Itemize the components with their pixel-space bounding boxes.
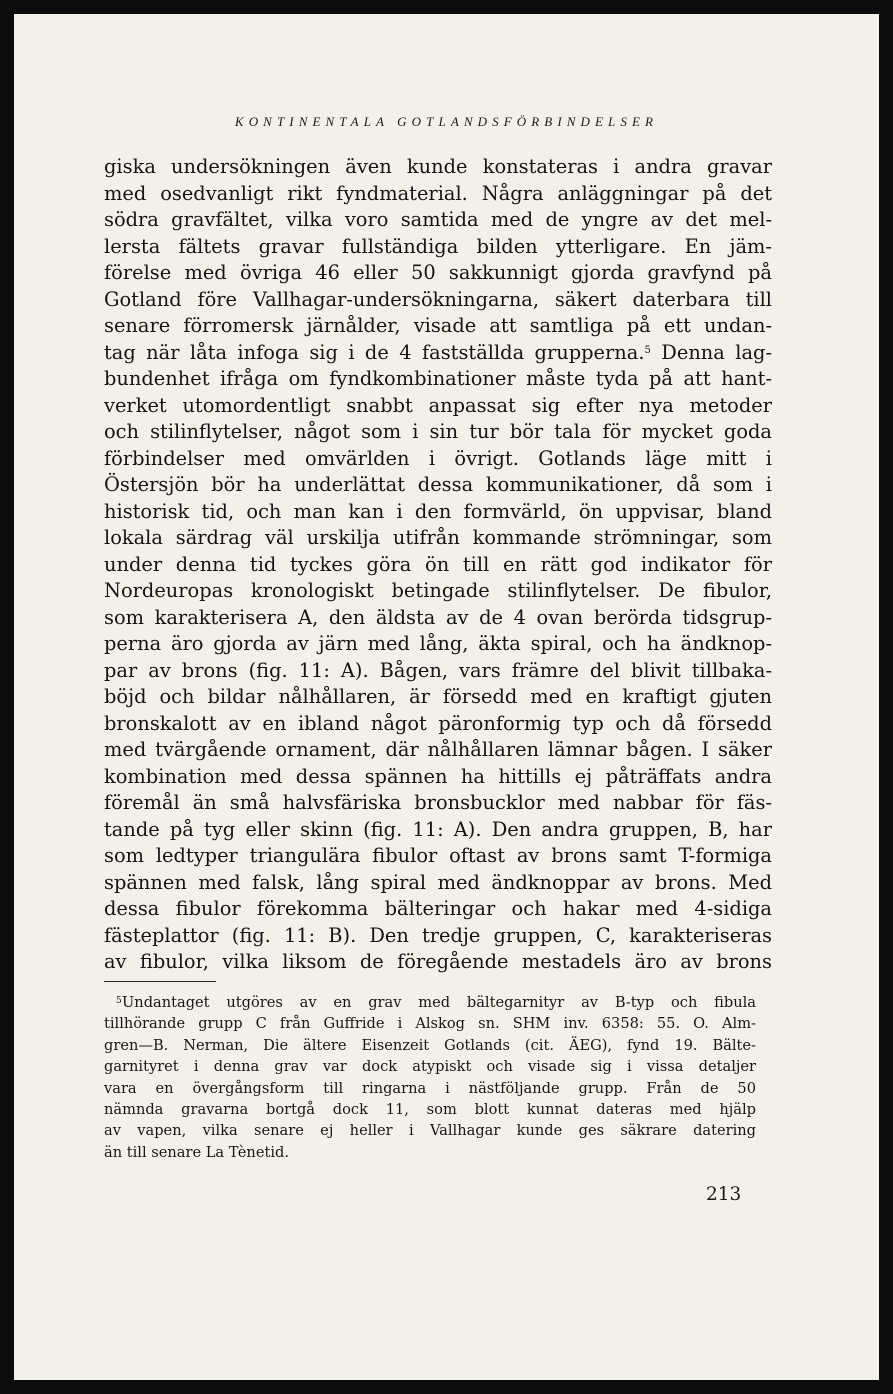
footnote-rule [104,981,216,982]
page-number: 213 [706,1184,742,1205]
body-line: bundenhet ifråga om fyndkombinationer måste tyda på att hant- [104,367,772,390]
body-line: föremål än små halvsfäriska bronsbucklor med nabbar för fäs- [104,791,772,814]
body-line-text: tag när låta infoga sig i de 4 fastställda grupperna. [104,340,645,364]
body-line: böjd och bildar nålhållaren, är försedd med en kraftigt gjuten [104,685,772,708]
body-line: Östersjön bör ha underlättat dessa kommunikationer, då som i [104,473,772,496]
footnote-marker: 5 [116,996,122,1006]
body-line: verket utomordentligt snabbt anpassat sig efter nya metoder [104,393,772,417]
body-line: av fibulor, vilka liksom de föregående mestadels äro av brons [104,950,772,973]
body-line: förelse med övriga 46 eller 50 sakkunnigt gjorda gravfynd på [104,261,772,284]
body-line: Nordeuropas kronologiskt betingade stilinflytelser. De fibulor, [104,579,772,602]
body-line: perna äro gjorda av järn med lång, äkta spiral, och ha ändknop- [104,632,772,655]
body-line: par av brons (fig. 11: A). Bågen, vars främre del blivit tillbaka- [104,658,772,682]
running-head: KONTINENTALA GOTLANDSFÖRBINDELSER [234,114,659,129]
body-line: spännen med falsk, lång spiral med ändknoppar av brons. Med [104,870,772,894]
footnote-line: garnityret i denna grav var dock atypiskt och visade sig i vissa detaljer [104,1058,756,1076]
body-line: lokala särdrag väl urskilja utifrån kommande strömningar, som [104,526,772,549]
body-line: fästeplattor (fig. 11: B). Den tredje gruppen, C, karakteriseras [104,923,772,947]
footnote-line: än till senare La Tènetid. [104,1143,289,1161]
body-line: senare förromersk järnålder, visade att samtliga på ett undan- [104,314,772,337]
body-line: som karakterisera A, den äldsta av de 4 ovan berörda tidsgrup- [104,605,772,629]
body-line-tail: Denna lag- [650,340,772,364]
footnote-line: vara en övergångsform till ringarna i nästföljande grupp. Från de 50 [104,1079,756,1097]
footnote [104,992,756,1163]
body-line: under denna tid tyckes göra ön till en rätt god indikator för [104,552,772,576]
footnote-line: gren—B. Nerman, Die ältere Eisenzeit Gotlands (cit. ÄEG), fynd 19. Bälte- [104,1036,756,1054]
body-line: förbindelser med omvärlden i övrigt. Gotlands läge mitt i [104,446,772,470]
body-line: södra gravfältet, vilka voro samtida med de yngre av det mel- [104,208,772,231]
body-line: lersta fältets gravar fullständiga bilden ytterligare. En jäm- [104,234,772,258]
footnote-line: av vapen, vilka senare ej heller i Vallhagar kunde ges säkrare datering [104,1122,756,1140]
body-line: Gotland före Vallhagar-undersökningarna, säkert daterbara till [104,287,772,311]
body-line: kombination med dessa spännen ha hittills ej påträffats andra [104,764,772,788]
footnote-reference[interactable]: 5 [644,344,651,356]
body-line: historisk tid, och man kan i den formvärld, ön uppvisar, bland [104,499,772,523]
footnote-line: tillhörande grupp C från Guffride i Alskog sn. SHM inv. 6358: 55. O. Alm- [104,1015,756,1033]
footnote-line: nämnda gravarna bortgå dock 11, som blott kunnat dateras med hjälp [104,1100,756,1118]
body-line: som ledtyper triangulära fibulor oftast av brons samt T-formiga [104,844,772,867]
book-page [14,14,879,1380]
footnote-line: Undantaget utgöres av en grav med bältegarnityr av B-typ och fibula [122,994,756,1011]
body-line-with-note [104,340,772,367]
body-line: med tvärgående ornament, där nålhållaren lämnar bågen. I säker [104,738,772,761]
body-text [104,154,772,976]
body-line: tande på tyg eller skinn (fig. 11: A). Den andra gruppen, B, har [104,817,772,841]
body-line: och stilinflytelser, något som i sin tur bör tala för mycket goda [104,420,772,443]
body-line: bronskalott av en ibland något päronformig typ och då försedd [104,711,772,735]
body-line: dessa fibulor förekomma bälteringar och hakar med 4-sidiga [104,897,772,920]
body-line: med osedvanligt rikt fyndmaterial. Några anläggningar på det [104,181,772,205]
body-line: giska undersökningen även kunde konstateras i andra gravar [104,155,772,178]
